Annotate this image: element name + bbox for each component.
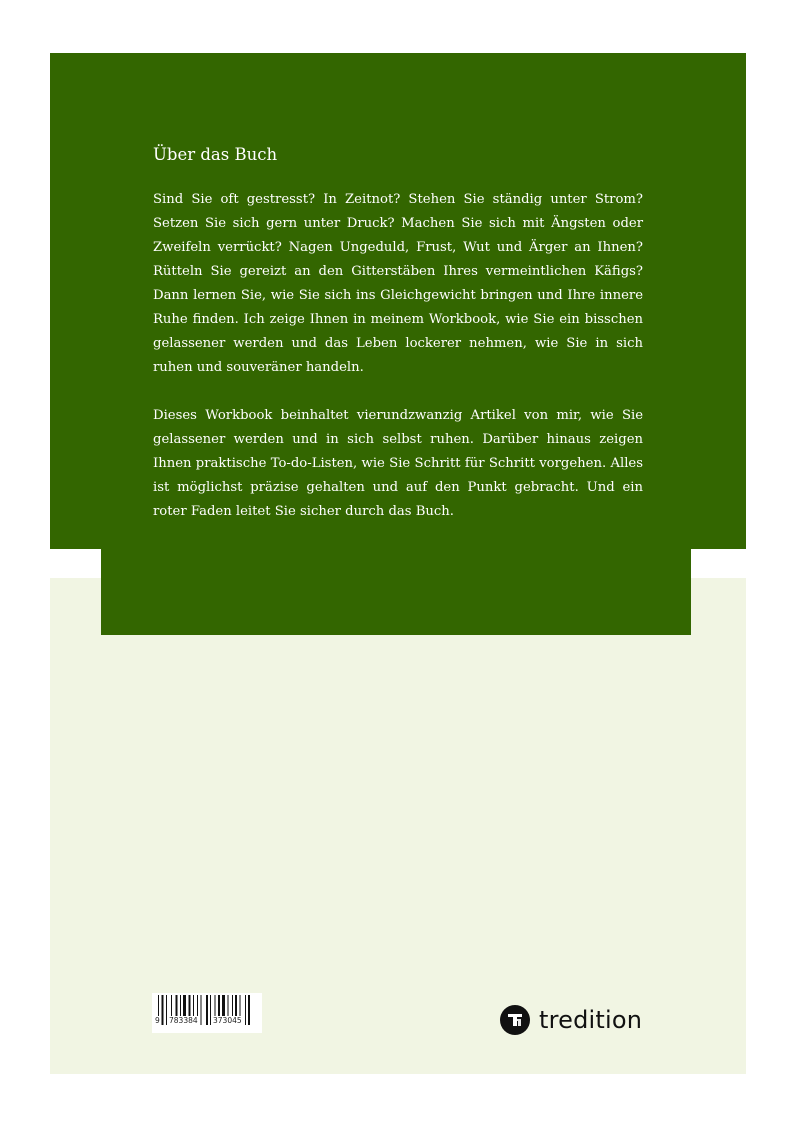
isbn-barcode [152, 993, 262, 1033]
blurb-paragraph-1: Sind Sie oft gestresst? In Zeitnot? Stehen Sie ständig unter Strom? Setzen Sie sich gern unter Druck? Machen Sie sich mit Ängsten oder Zweifeln verrückt? Nagen Ungeduld, Frust, Wut und Ärger an Ihnen? Rütteln Sie gereizt an den Gitterstäben Ihres vermeintlichen Käfigs? Dann lernen Sie, wie Sie sich ins Gleichgewicht bringen und Ihre innere Ruhe finden. Ich zeige Ihnen in meinem Workbook, wie Sie ein bisschen gelassener werden und das Leben lockerer nehmen, wie Sie in sich ruhen und souveräner handeln. [153, 192, 643, 375]
tredition-logo-icon [500, 1005, 530, 1035]
barcode-group-1: 783384 [169, 1016, 198, 1025]
cover-green-tab [101, 548, 691, 635]
publisher-logo [500, 1004, 642, 1036]
barcode-group-2: 373045 [213, 1016, 242, 1025]
publisher-name: tredition [539, 1006, 643, 1034]
blurb-paragraph-2: Dieses Workbook beinhaltet vierundzwanzig Artikel von mir, wie Sie gelassener werden und in sich selbst ruhen. Darüber hinaus zeigen Ihnen praktische To-do-Listen, wie Sie Schritt für Schritt vorgehen. Alles ist möglichst präzise gehalten und auf den Punkt gebracht. Und ein roter Faden leitet Sie sicher durch das Buch. [153, 408, 643, 519]
blurb-text-block [153, 145, 643, 548]
barcode-first-digit: 9 [155, 1016, 160, 1025]
blurb-heading: Über das Buch [153, 145, 278, 164]
